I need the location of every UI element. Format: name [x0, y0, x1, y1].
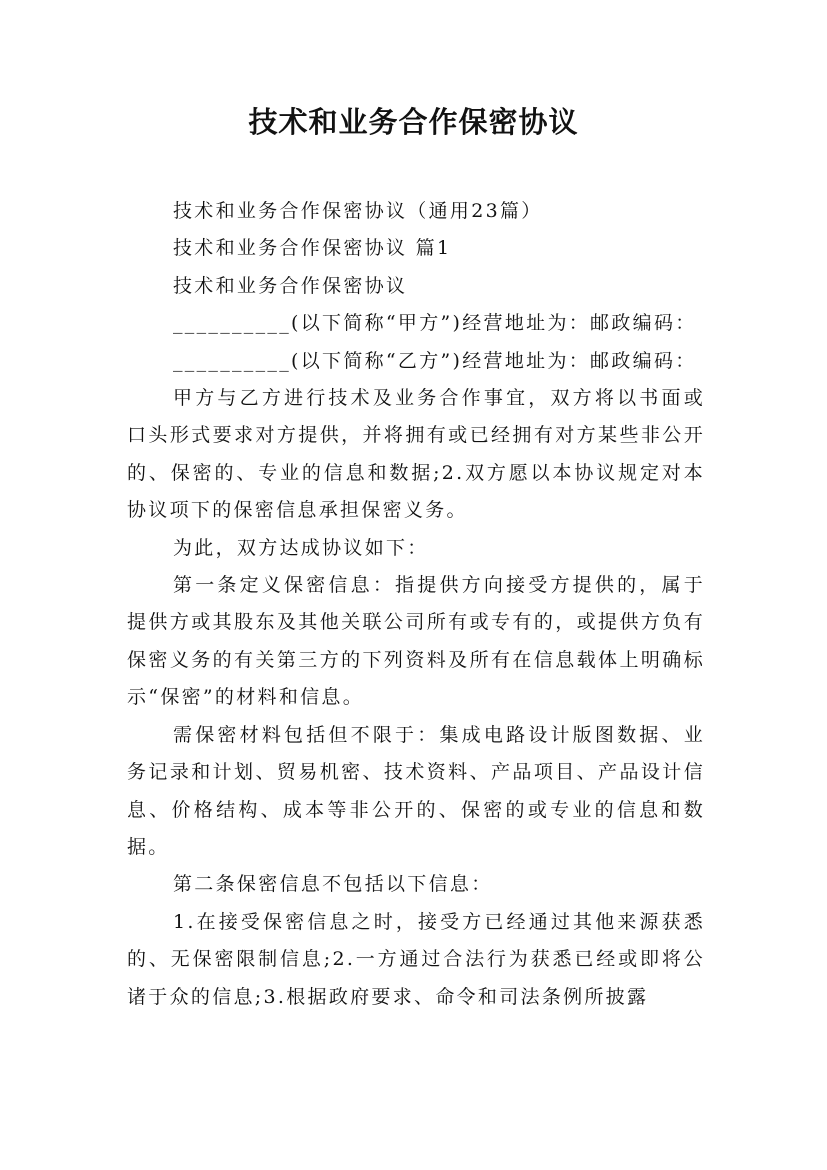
paragraph-collection-title: 技术和业务合作保密协议（通用23篇） — [173, 200, 543, 222]
paragraph-article-heading: 技术和业务合作保密协议 篇1 — [173, 237, 452, 260]
paragraph-confidential-materials: 需保密材料包括但不限于：集成电路设计版图数据、业务记录和计划、贸易机密、技术资料、产品项目、产品设计信息、价格结构、成本等非公开的、保密的或专业的信息和数据。 — [127, 723, 705, 858]
paragraph-article-2: 第二条保密信息不包括以下信息： — [173, 873, 493, 896]
document-title: 技术和业务合作保密协议 — [248, 105, 579, 139]
paragraph-exclusions: 1.在接受保密信息之时，接受方已经通过其他来源获悉的、无保密限制信息;2.一方通过合法行为获悉已经或即将公诸于众的信息;3.根据政府要求、命令和司法条例所披露 — [127, 910, 705, 1008]
document-body — [127, 193, 705, 1016]
paragraph-agreement-intro: 为此，双方达成协议如下： — [173, 536, 429, 559]
paragraph-article-1: 第一条定义保密信息：指提供方向接受方提供的，属于提供方或其股东及其他关联公司所有或专有的，或提供方负有保密义务的有关第三方的下列资料及所有在信息载体上明确标示“保密”的材料和信息。 — [127, 574, 705, 709]
paragraph-agreement-name: 技术和业务合作保密协议 — [173, 274, 408, 297]
paragraph-party-b: __________(以下简称“乙方”)经营地址为：邮政编码： — [173, 349, 697, 372]
paragraph-party-a: __________(以下简称“甲方”)经营地址为：邮政编码： — [173, 312, 697, 335]
paragraph-background: 甲方与乙方进行技术及业务合作事宜，双方将以书面或口头形式要求对方提供，并将拥有或已经拥有对方某些非公开的、保密的、专业的信息和数据;2.双方愿以本协议规定对本协议项下的保密信息承担保密义务。 — [127, 387, 705, 522]
